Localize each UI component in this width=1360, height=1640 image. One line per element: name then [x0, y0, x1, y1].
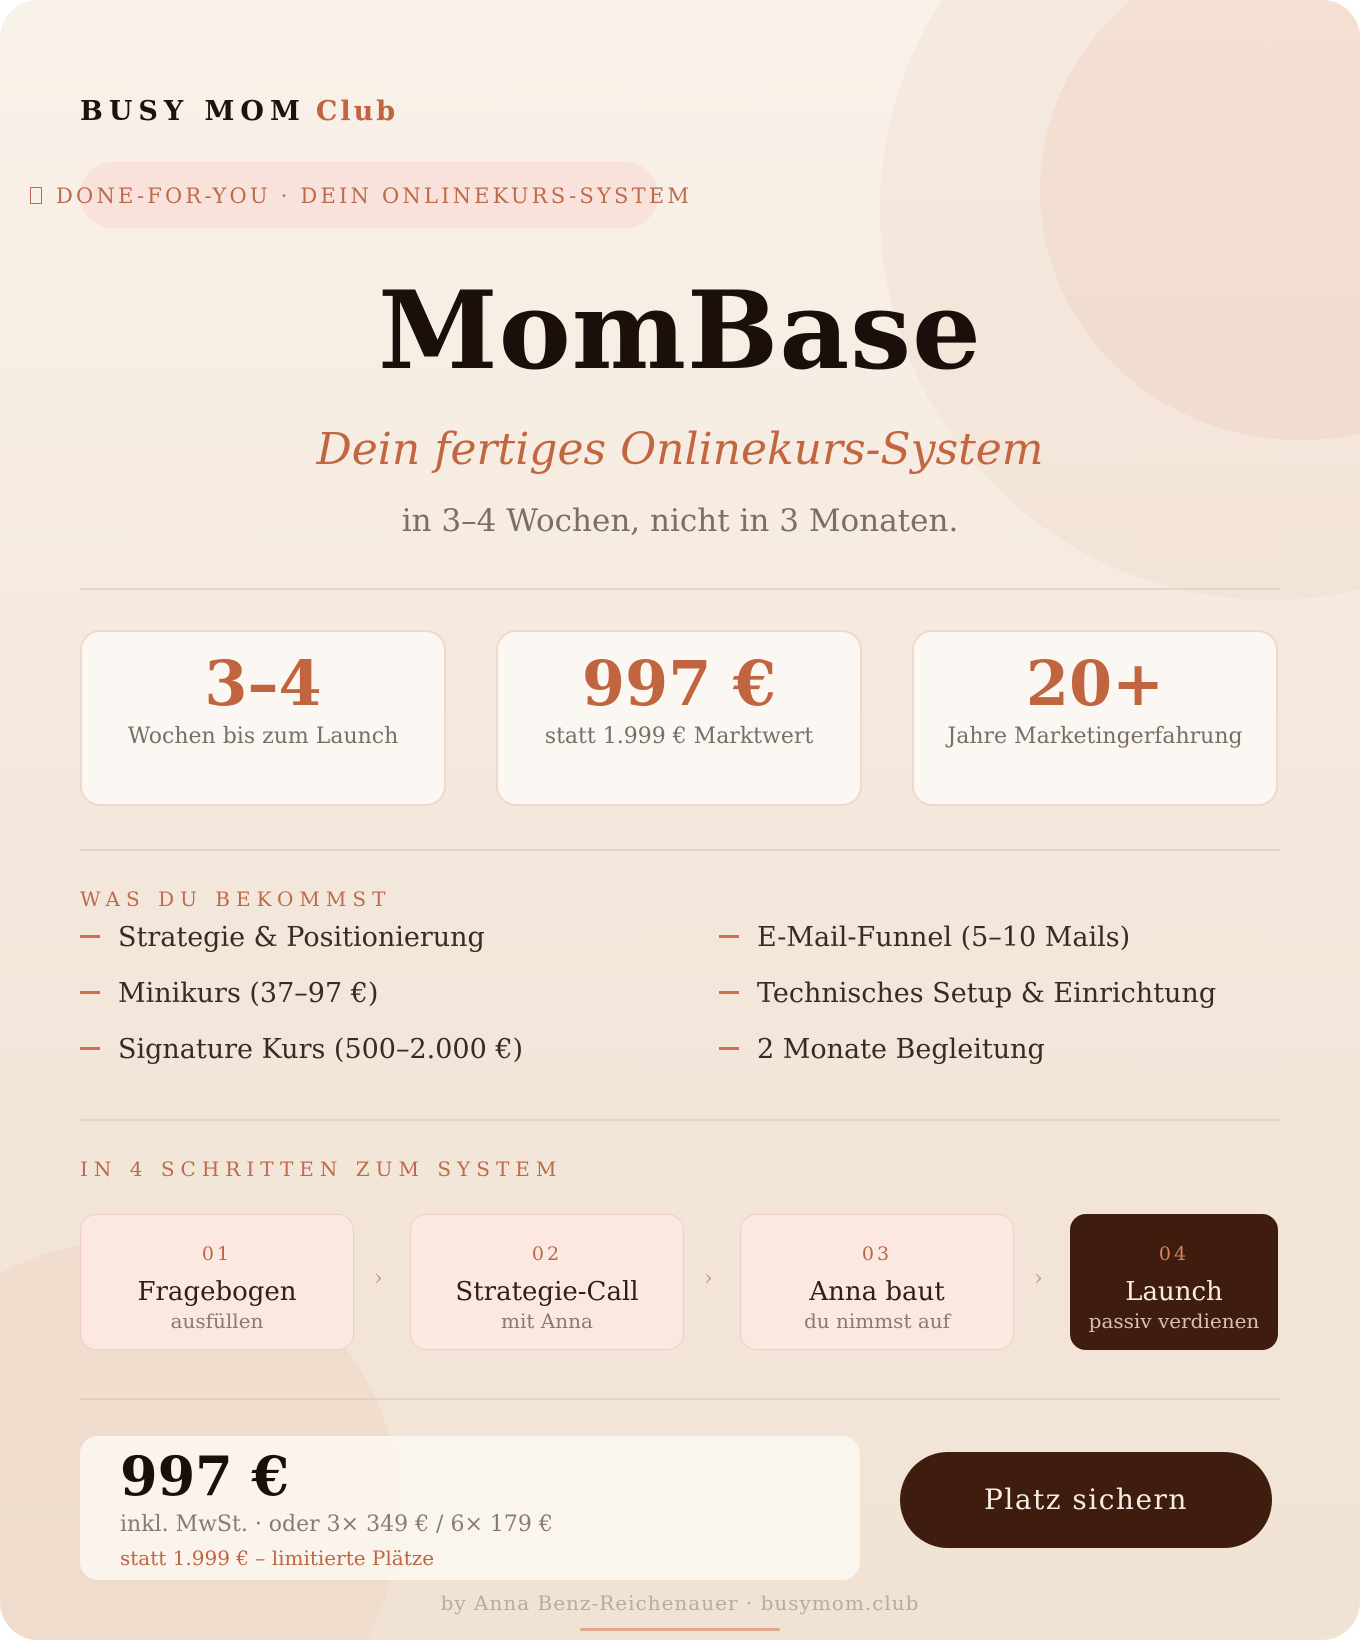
dash-bullet-icon: [719, 935, 739, 938]
divider: [80, 1119, 1280, 1121]
feature-item: [719, 922, 1130, 953]
step-title: Anna baut: [809, 1277, 945, 1307]
feature-item: [80, 978, 378, 1009]
eyebrow: [30, 184, 692, 208]
stat-value: 20+: [1025, 647, 1165, 720]
step-number: 04: [1158, 1243, 1190, 1265]
stat-value: 3–4: [204, 647, 322, 720]
step-subtitle: passiv verdienen: [1088, 1309, 1260, 1333]
feature-text: Minikurs (37–97 €): [118, 978, 379, 1009]
feature-item: [80, 922, 485, 953]
stat-value: 997 €: [581, 647, 777, 720]
price-box: [80, 1436, 860, 1580]
price-value: 997 €: [120, 1444, 290, 1508]
step-card-1: [80, 1214, 354, 1350]
dash-bullet-icon: [80, 991, 100, 994]
brand-name: BUSY MOM: [80, 96, 306, 127]
price-details: inkl. MwSt. · oder 3× 349 € / 6× 179 €: [120, 1512, 553, 1537]
stat-label: Jahre Marketingerfahrung: [947, 724, 1243, 750]
step-subtitle: ausfüllen: [170, 1309, 264, 1333]
dash-bullet-icon: [719, 1047, 739, 1050]
step-number: 01: [201, 1243, 233, 1265]
feature-text: 2 Monate Begleitung: [757, 1034, 1045, 1065]
step-subtitle: mit Anna: [501, 1309, 593, 1333]
stat-label: Wochen bis zum Launch: [127, 724, 399, 750]
feature-item: [719, 1034, 1045, 1065]
page-title: MomBase: [378, 268, 982, 394]
divider: [80, 1398, 1280, 1400]
dash-bullet-icon: [719, 991, 739, 994]
feature-text: Technisches Setup & Einrichtung: [757, 978, 1217, 1009]
chevron-right-icon: ›: [1034, 1266, 1043, 1291]
step-card-3: [740, 1214, 1014, 1350]
steps-heading: IN 4 SCHRITTEN ZUM SYSTEM: [80, 1157, 563, 1181]
dash-bullet-icon: [80, 1047, 100, 1050]
chevron-right-icon: ›: [704, 1266, 713, 1291]
page-subtitle: Dein fertiges Onlinekurs-System: [316, 424, 1044, 475]
divider: [80, 849, 1280, 851]
platz-sichern-button[interactable]: Platz sichern: [900, 1452, 1272, 1548]
brand-suffix: Club: [315, 96, 399, 127]
step-title: Launch: [1125, 1277, 1223, 1307]
divider: [80, 588, 1280, 590]
features-heading: WAS DU BEKOMMST: [80, 887, 392, 911]
feature-text: E-Mail-Funnel (5–10 Mails): [757, 922, 1131, 953]
price-note: statt 1.999 € – limitierte Plätze: [120, 1546, 435, 1570]
tagline: in 3–4 Wochen, nicht in 3 Monaten.: [401, 503, 959, 539]
feature-item: [719, 978, 1216, 1009]
dash-bullet-icon: [80, 935, 100, 938]
stat-card-experience: [912, 630, 1278, 806]
stat-card-price: [496, 630, 862, 806]
stat-card-weeks: [80, 630, 446, 806]
eyebrow-text: DONE-FOR-YOU · DEIN ONLINEKURS-SYSTEM: [56, 184, 693, 208]
footer-credit: by Anna Benz-Reichenauer · busymom.club: [440, 1591, 920, 1615]
footer-accent-line: [580, 1628, 780, 1631]
feature-item: [80, 1034, 523, 1065]
step-card-4: [1070, 1214, 1278, 1350]
step-title: Strategie-Call: [455, 1277, 639, 1307]
step-card-2: [410, 1214, 684, 1350]
brand-logo: [80, 96, 398, 127]
step-title: Fragebogen: [137, 1277, 297, 1307]
step-subtitle: du nimmst auf: [803, 1309, 951, 1333]
badge-icon: [30, 187, 42, 204]
feature-text: Strategie & Positionierung: [118, 922, 485, 953]
step-number: 03: [861, 1243, 893, 1265]
feature-text: Signature Kurs (500–2.000 €): [118, 1034, 524, 1065]
step-number: 02: [531, 1243, 563, 1265]
chevron-right-icon: ›: [374, 1266, 383, 1291]
stat-label: statt 1.999 € Marktwert: [544, 724, 814, 750]
